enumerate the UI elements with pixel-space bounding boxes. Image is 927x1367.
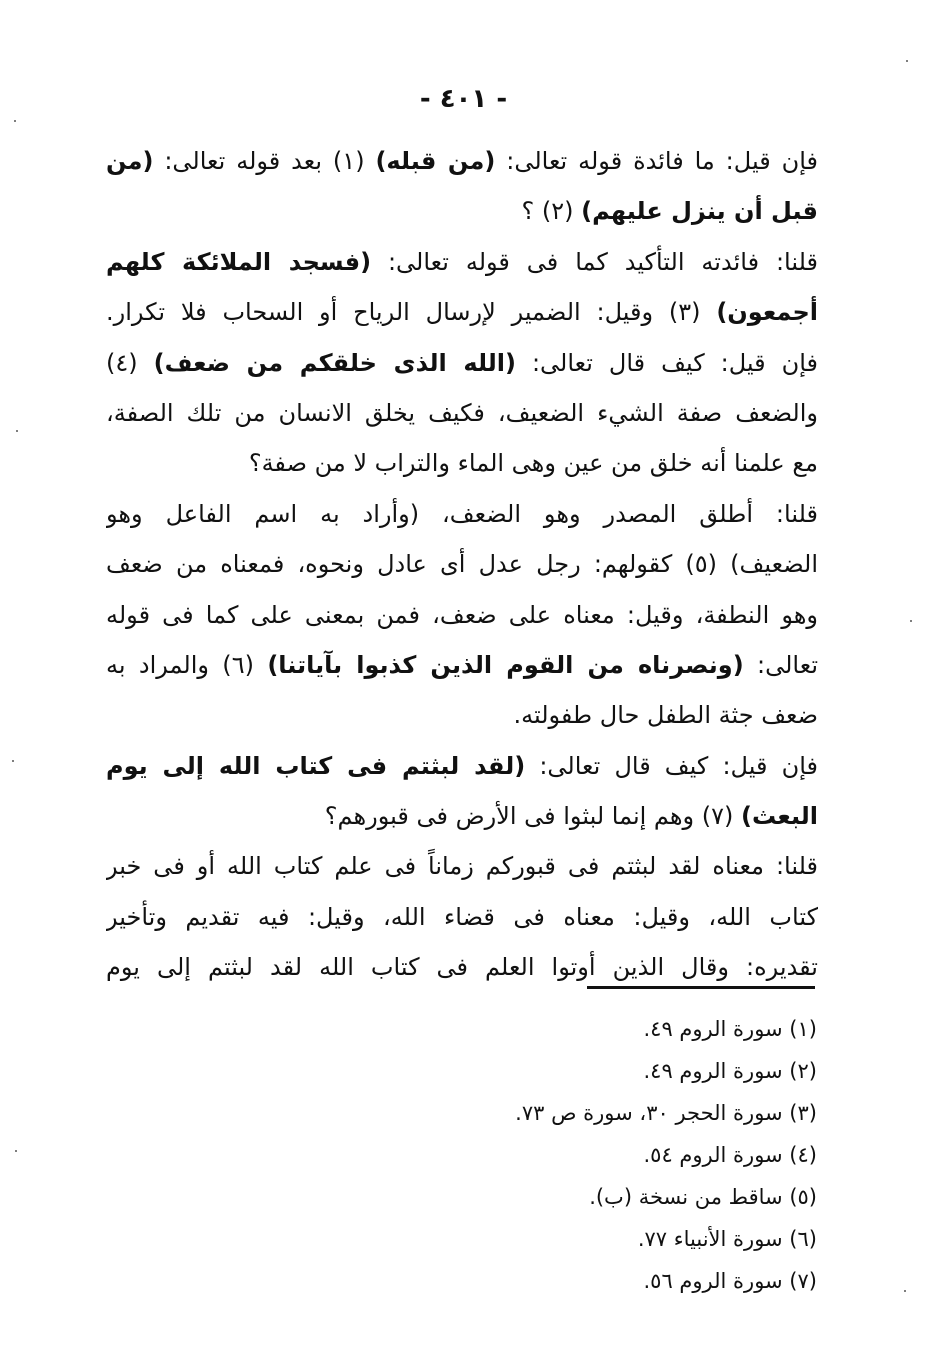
text-line (106, 388, 818, 438)
text-line (106, 237, 818, 287)
footnote: (٤) سورة الروم ٥٤. (643, 1143, 817, 1167)
scan-speck (12, 760, 14, 762)
footnote: (٦) سورة الأنبياء ٧٧. (637, 1227, 817, 1251)
text-line (106, 741, 818, 791)
text-line (106, 841, 818, 891)
quran-citation: (لقد لبثتم فى كتاب الله إلى يوم (106, 751, 526, 780)
quran-citation: (ونصرناه من القوم الذين كذبوا بآياتنا) (267, 650, 744, 679)
text-run: (٦) والمراد به (106, 650, 268, 679)
text-run: والضعف صفة الشيء الضعيف، فكيف يخلق الانسان من تلك الصفة، (106, 398, 818, 427)
scan-speck (910, 620, 912, 622)
quran-citation: البعث) (741, 802, 818, 831)
scan-speck (906, 60, 908, 62)
text-run: مع علمنا أنه خلق من عين وهى الماء والتراب لا من صفة؟ (248, 449, 818, 478)
text-run: (٣) وقيل: الضمير لإرسال الرياح أو السحاب فلا تكرار. (106, 298, 717, 327)
scan-speck (904, 1290, 906, 1292)
quran-citation: (الله الذى خلقكم من ضعف) (153, 348, 516, 377)
footnote: (١) سورة الروم ٤٩. (643, 1017, 817, 1041)
quran-citation: (من (106, 147, 154, 175)
text-line (106, 136, 818, 186)
text-run: (١) بعد قوله تعالى: (153, 147, 376, 175)
text-line (106, 489, 818, 539)
text-run: ضعف جثة الطفل حال طفولته. (513, 701, 818, 730)
text-line (106, 438, 818, 488)
quran-citation: قبل أن ينزل عليهم) (581, 197, 818, 226)
text-run: قلنا: فائدته التأكيد كما فى قوله تعالى: (371, 247, 818, 276)
text-run: كتاب الله، وقيل: معناه فى قضاء الله، وقيل: فيه تقديم وتأخير (106, 902, 818, 931)
text-line (106, 892, 818, 942)
text-line (106, 791, 818, 841)
text-run: الضعيف) (٥) كقولهم: رجل عدل أى عادل ونحوه، فمعناه من ضعف (106, 550, 818, 579)
text-run: قلنا: أطلق المصدر وهو الضعف، (وأراد به اسم الفاعل وهو (106, 499, 818, 528)
footnote: (٢) سورة الروم ٤٩. (643, 1059, 817, 1083)
text-line (106, 539, 818, 589)
scan-speck (14, 120, 16, 122)
text-line (106, 590, 818, 640)
page-number: - ٤٠١ - (419, 84, 508, 114)
footnote: (٧) سورة الروم ٥٦. (643, 1269, 817, 1293)
text-line (106, 287, 818, 337)
text-run: (٢) ؟ (521, 197, 582, 226)
footnote: (٣) سورة الحجر ٣٠، سورة ص ٧٣. (515, 1101, 817, 1125)
text-line (106, 690, 818, 740)
quran-citation: أجمعون) (716, 298, 818, 327)
scan-speck (15, 1150, 17, 1152)
text-run: تقديره: وقال الذين أوتوا العلم فى كتاب الله لقد لبثتم إلى يوم (106, 953, 818, 982)
quran-citation: (فسجد الملائكة كلهم (106, 247, 372, 276)
text-run: تعالى: (743, 650, 818, 679)
main-text (106, 136, 818, 993)
text-run: (٧) وهم إنما لبثوا فى الأرض فى قبورهم؟ (324, 802, 742, 831)
text-run: فإن قيل: كيف قال تعالى: (515, 348, 818, 377)
text-line (106, 640, 818, 690)
footnotes (317, 1008, 817, 1302)
text-run: فإن قيل: ما فائدة قوله تعالى: (495, 147, 818, 175)
text-run: وهو النطفة، وقيل: معناه على ضعف، فمن بمعنى على كما فى قوله (106, 600, 818, 629)
text-line (106, 186, 818, 236)
text-run: قلنا: معناه لقد لبثتم فى قبوركم زماناً فى علم كتاب الله أو فى خبر (106, 852, 818, 881)
text-run: (٤) (106, 348, 154, 377)
text-line (106, 338, 818, 388)
text-run: فإن قيل: كيف قال تعالى: (525, 751, 818, 780)
footnote-separator (587, 986, 815, 989)
scan-speck (16, 430, 18, 432)
footnote: (٥) ساقط من نسخة (ب). (589, 1185, 817, 1209)
quran-citation: (من قبله) (375, 147, 496, 175)
